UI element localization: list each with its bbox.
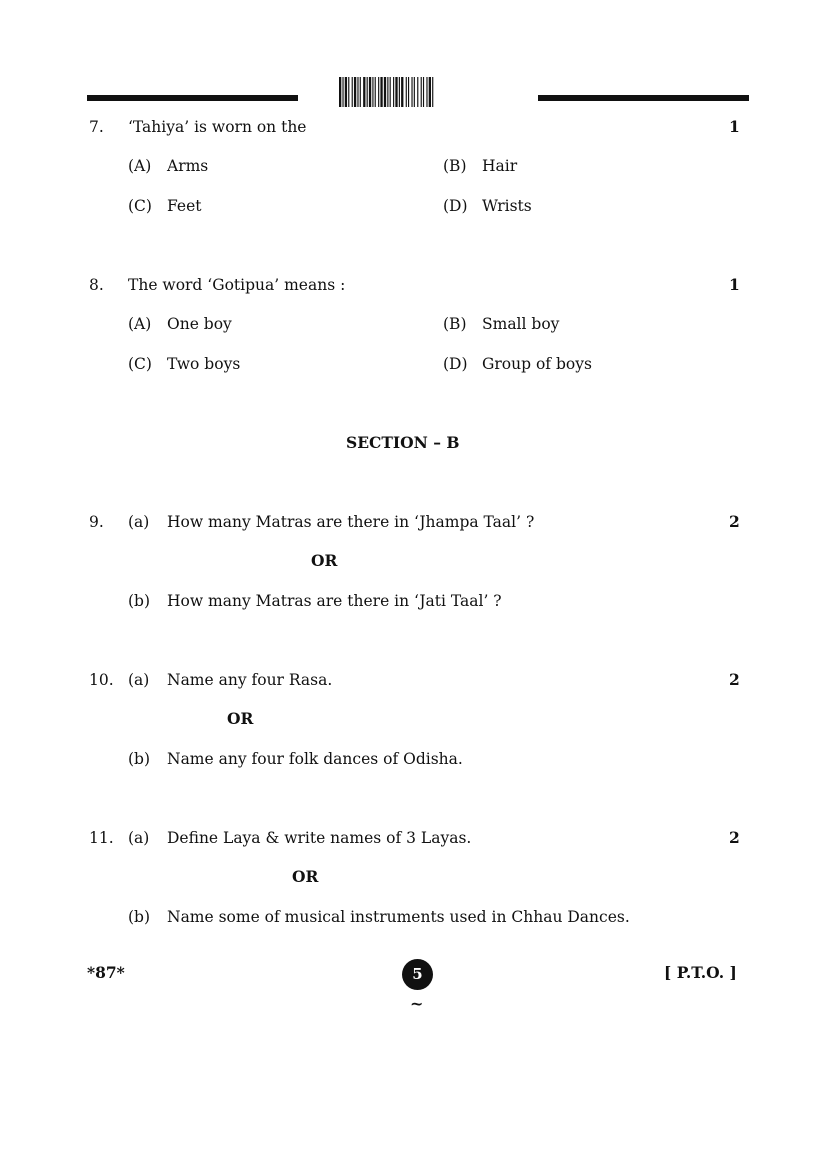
option-text: Small boy — [482, 315, 560, 333]
sub-label: (b) — [128, 750, 151, 768]
option-text: Group of boys — [482, 355, 592, 373]
sub-label: (a) — [128, 671, 150, 689]
barcode — [339, 77, 487, 107]
question-marks: 2 — [729, 670, 740, 689]
question-text: ‘Tahiya’ is worn on the — [128, 118, 307, 136]
option-text: Two boys — [167, 355, 241, 373]
sub-text: Define Laya & write names of 3 Layas. — [167, 829, 472, 847]
sub-text: How many Matras are there in ‘Jati Taal’ ? — [167, 592, 502, 610]
or-separator: OR — [227, 709, 254, 728]
option-text: Hair — [482, 157, 518, 175]
question-number: 9. — [89, 513, 104, 531]
option-text: Feet — [167, 197, 202, 215]
header-rule-right — [538, 95, 749, 101]
option-label: (A) — [128, 315, 152, 333]
header-rule-left — [87, 95, 298, 101]
tilde-mark: ~ — [410, 994, 424, 1013]
or-separator: OR — [292, 867, 319, 886]
option-label: (C) — [128, 355, 152, 373]
question-number: 11. — [89, 829, 114, 847]
option-label: (D) — [443, 197, 468, 215]
section-title: SECTION – B — [346, 433, 460, 452]
sub-text: Name some of musical instruments used in Chhau Dances. — [167, 908, 630, 926]
question-marks: 2 — [729, 828, 740, 847]
sub-label: (b) — [128, 908, 151, 926]
sub-label: (a) — [128, 513, 150, 531]
or-separator: OR — [311, 551, 338, 570]
sub-text: Name any four Rasa. — [167, 671, 333, 689]
question-number: 8. — [89, 276, 104, 294]
sub-label: (a) — [128, 829, 150, 847]
question-text: The word ‘Gotipua’ means : — [128, 276, 346, 294]
option-label: (D) — [443, 355, 468, 373]
question-number: 7. — [89, 118, 104, 136]
question-marks: 1 — [729, 117, 740, 136]
paper-code: *87* — [87, 963, 125, 982]
option-text: Arms — [167, 157, 209, 175]
option-text: Wrists — [482, 197, 532, 215]
pto-label: [ P.T.O. ] — [664, 963, 737, 982]
page-number: 5 — [402, 959, 433, 990]
option-label: (A) — [128, 157, 152, 175]
option-text: One boy — [167, 315, 232, 333]
sub-text: Name any four folk dances of Odisha. — [167, 750, 463, 768]
question-number: 10. — [89, 671, 114, 689]
sub-text: How many Matras are there in ‘Jhampa Taal’ ? — [167, 513, 535, 531]
question-marks: 1 — [729, 275, 740, 294]
question-marks: 2 — [729, 512, 740, 531]
sub-label: (b) — [128, 592, 151, 610]
option-label: (B) — [443, 315, 467, 333]
option-label: (C) — [128, 197, 152, 215]
option-label: (B) — [443, 157, 467, 175]
